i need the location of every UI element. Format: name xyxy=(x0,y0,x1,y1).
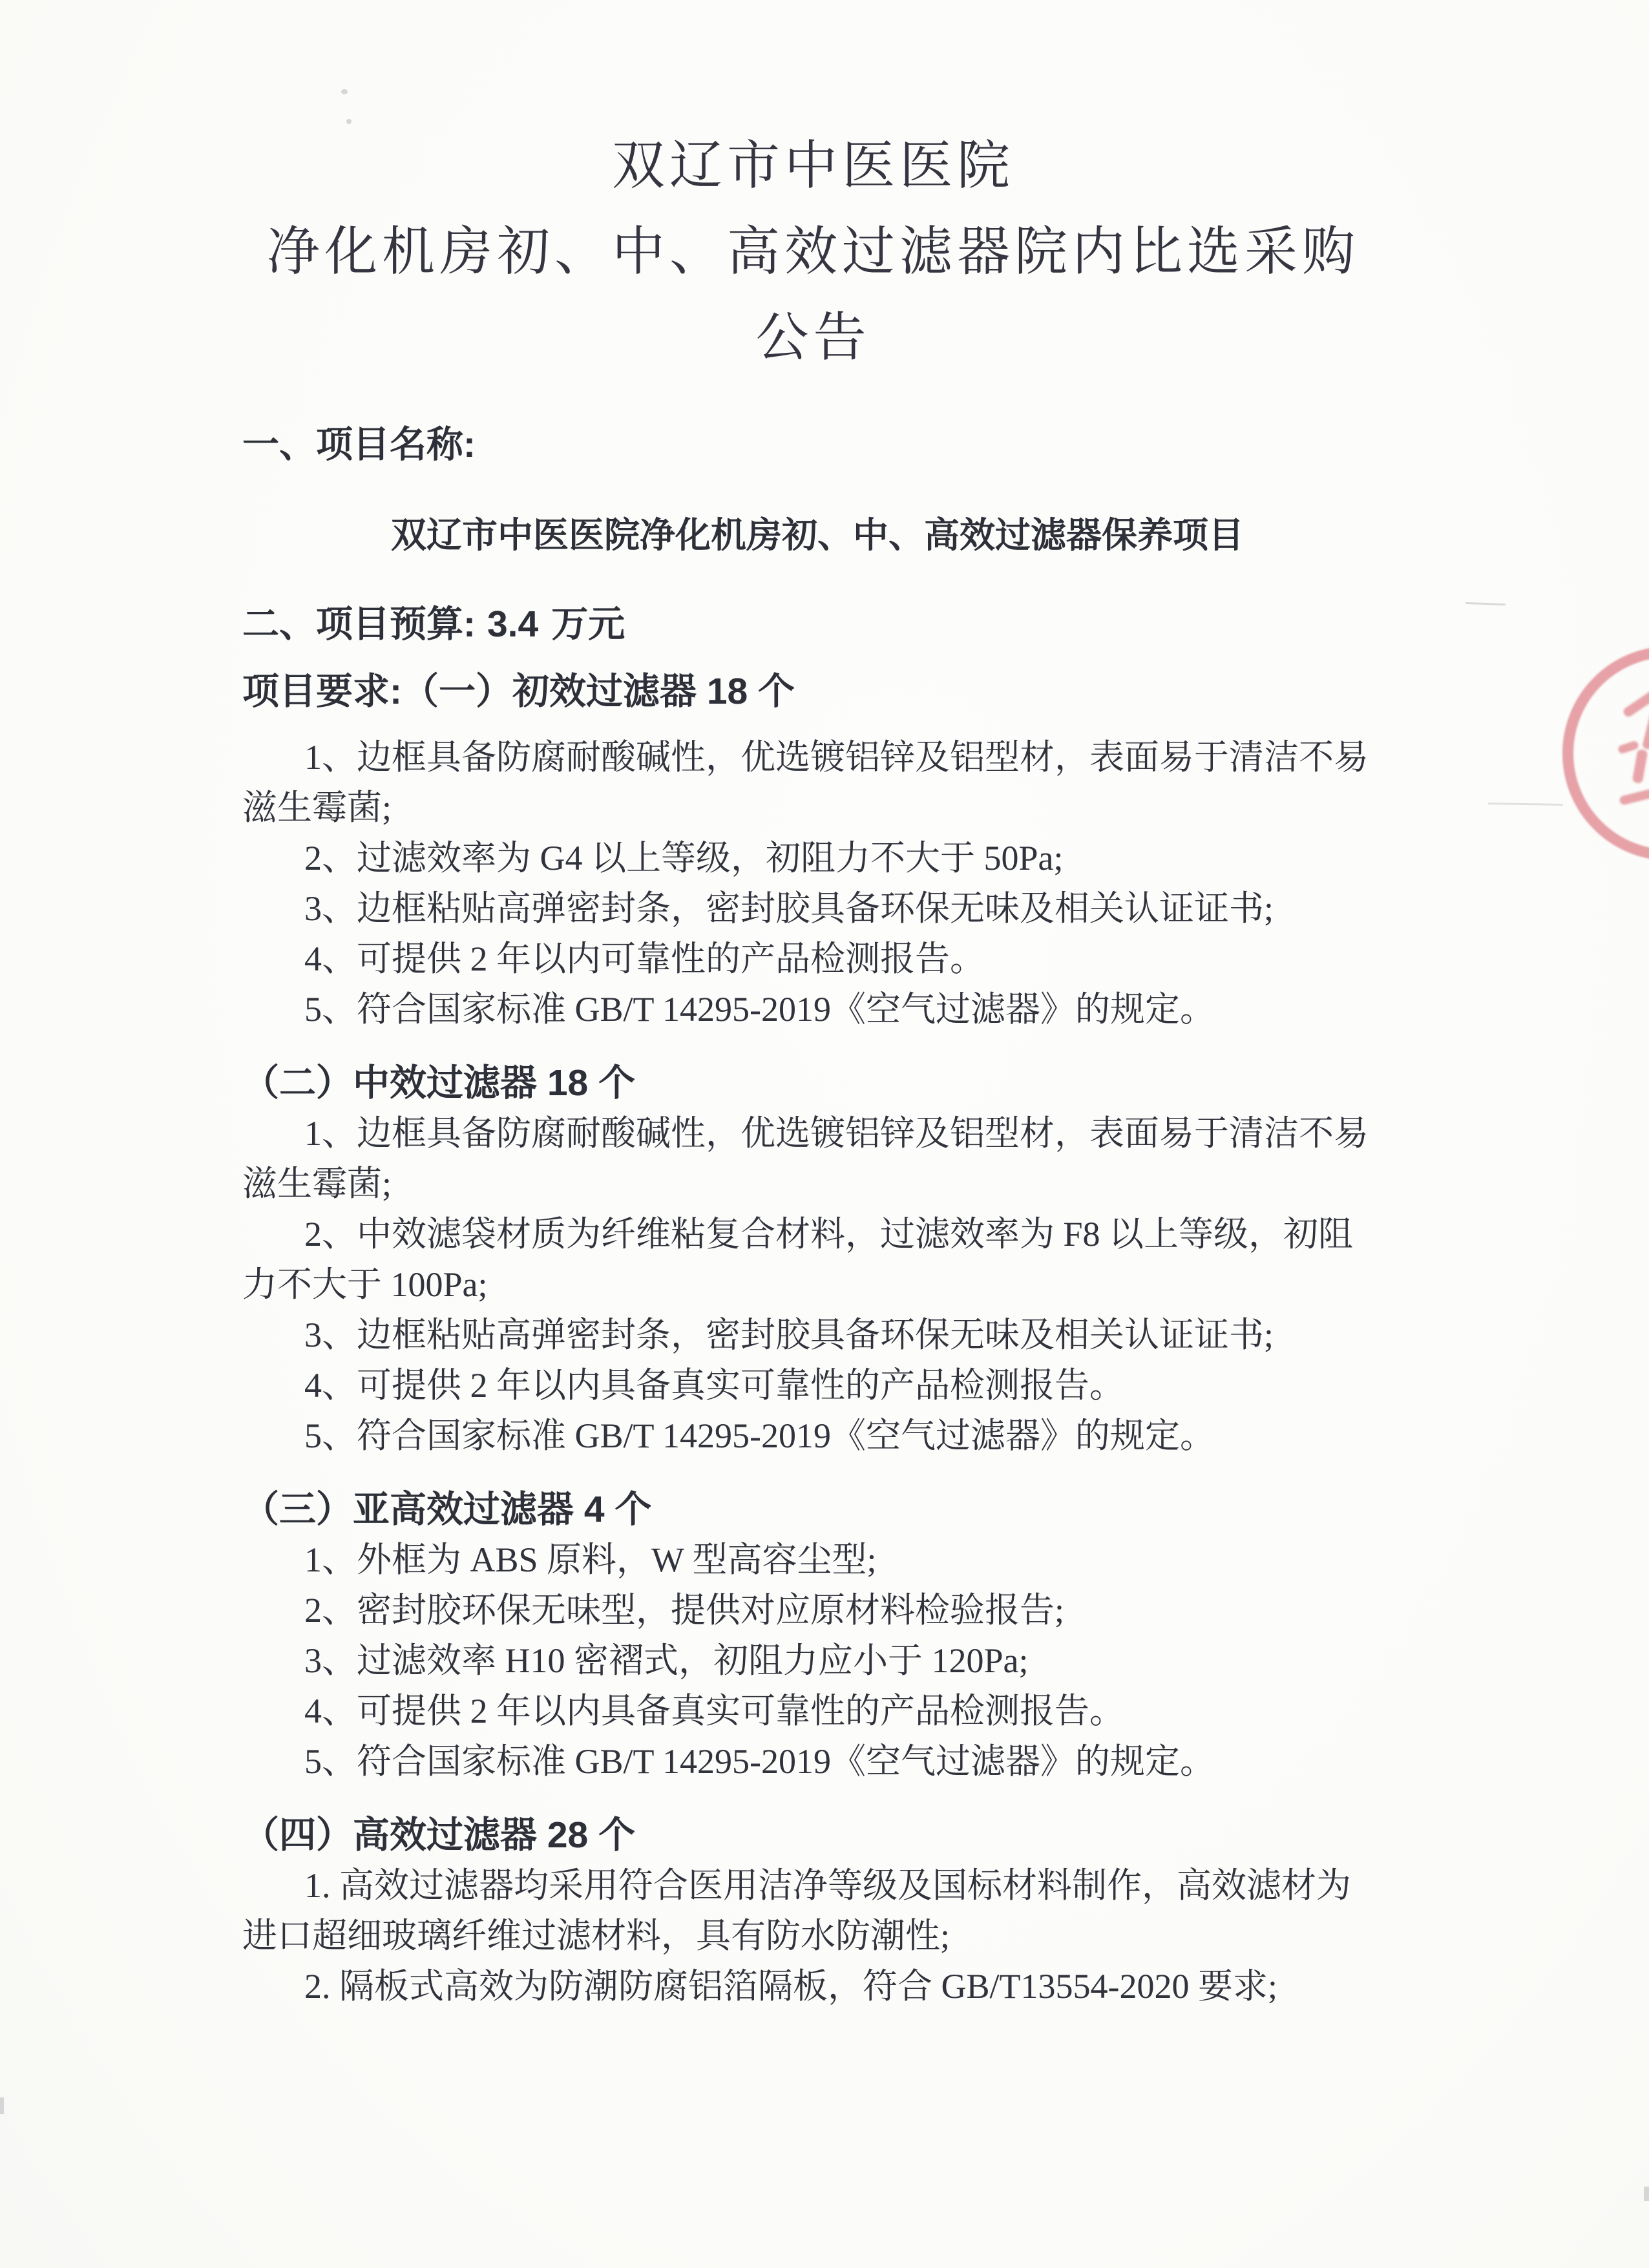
page-edge-mark xyxy=(0,2097,4,2114)
requirement-item: 2、密封胶环保无味型，提供对应原材料检验报告; xyxy=(304,1591,1065,1630)
requirement-group-4 xyxy=(242,1810,1384,2011)
requirement-group-1 xyxy=(242,732,1384,1034)
scan-speck xyxy=(346,119,352,124)
requirement-item: 5、符合国家标准 GB/T 14295-2019《空气过滤器》的规定。 xyxy=(304,1742,1215,1781)
requirement-item: 2、过滤效率为 G4 以上等级，初阻力不大于 50Pa; xyxy=(304,839,1064,877)
requirement-item: 1、边框具备防腐耐酸碱性，优选镀铝锌及铝型材，表面易于清洁不易滋生霉菌; xyxy=(242,1114,1369,1203)
requirement-item: 5、符合国家标准 GB/T 14295-2019《空气过滤器》的规定。 xyxy=(304,990,1215,1029)
requirement-group-2 xyxy=(242,1058,1384,1461)
group-3-heading: （三）亚高效过滤器 4 个 xyxy=(242,1489,652,1530)
section-two-heading xyxy=(242,599,1384,649)
requirements-heading-line xyxy=(242,666,1384,717)
requirement-item: 3、边框粘贴高弹密封条，密封胶具备环保无味及相关认证证书; xyxy=(304,1316,1274,1354)
budget-label: 二、项目预算: xyxy=(242,604,476,645)
requirement-item: 3、边框粘贴高弹密封条，密封胶具备环保无味及相关认证证书; xyxy=(304,889,1274,928)
requirement-item: 4、可提供 2 年以内具备真实可靠性的产品检测报告。 xyxy=(304,1692,1124,1730)
requirement-item: 4、可提供 2 年以内可靠性的产品检测报告。 xyxy=(304,940,985,978)
document-body xyxy=(242,419,1384,2011)
page-edge-mark xyxy=(1644,2187,1649,2201)
scan-hairline xyxy=(1488,803,1563,806)
scan-speck xyxy=(341,89,348,94)
requirement-item: 2、中效滤袋材质为纤维粘复合材料，过滤效率为 F8 以上等级，初阻力不大于 100Pa; xyxy=(242,1215,1354,1304)
section-one-heading: 一、项目名称: xyxy=(242,424,476,465)
stamp-arc xyxy=(1562,646,1649,861)
scan-hairline xyxy=(1465,602,1506,605)
requirement-item: 4、可提供 2 年以内具备真实可靠性的产品检测报告。 xyxy=(304,1366,1124,1405)
requirement-item: 5、符合国家标准 GB/T 14295-2019《空气过滤器》的规定。 xyxy=(304,1416,1215,1455)
document-title xyxy=(242,123,1384,381)
title-line-1: 双辽市中医医院 xyxy=(611,136,1014,195)
requirement-item: 1、边框具备防腐耐酸碱性，优选镀铝锌及铝型材，表面易于清洁不易滋生霉菌; xyxy=(242,738,1369,827)
requirements-label: 项目要求: xyxy=(242,671,402,712)
budget-unit: 万元 xyxy=(551,604,625,645)
group-1-heading: （一）初效过滤器 18 个 xyxy=(401,671,795,712)
requirement-item: 2. 隔板式高效为防潮防腐铝箔隔板，符合 GB/T13554-2020 要求; xyxy=(304,1967,1277,2006)
project-name: 双辽市中医医院净化机房初、中、高效过滤器保养项目 xyxy=(391,515,1245,555)
requirement-item: 3、过滤效率 H10 密褶式，初阻力应小于 120Pa; xyxy=(304,1641,1029,1680)
requirement-item: 1、外框为 ABS 原料，W 型高容尘型; xyxy=(304,1540,877,1579)
title-line-2: 净化机房初、中、高效过滤器院内比选采购 xyxy=(266,222,1360,281)
group-4-heading: （四）高效过滤器 28 个 xyxy=(242,1814,636,1856)
requirement-item: 1. 高效过滤器均采用符合医用洁净等级及国标材料制作，高效滤材为进口超细玻璃纤维过滤材料，具有防水防潮性; xyxy=(242,1866,1351,1955)
title-line-3: 公告 xyxy=(755,308,871,367)
group-2-heading: （二）中效过滤器 18 个 xyxy=(242,1062,636,1104)
budget-value: 3.4 xyxy=(487,604,539,645)
requirement-group-3 xyxy=(242,1484,1384,1787)
